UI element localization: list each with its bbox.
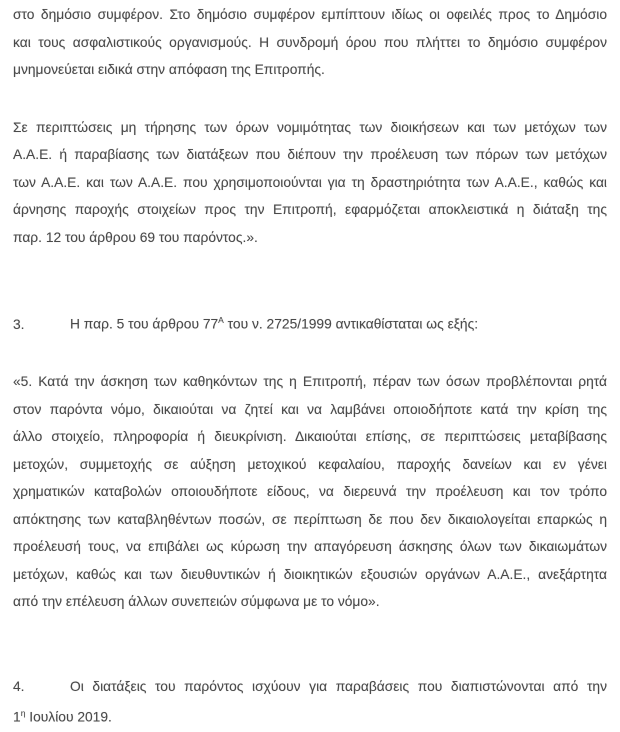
item-text: Η παρ. 5 του άρθρου 77 [70, 316, 219, 332]
paragraph-public-interest [13, 1, 607, 84]
item-text: Ιουλίου 2019. [25, 709, 112, 725]
numbered-item-4 [13, 673, 607, 732]
superscript-letter: Α [218, 315, 224, 325]
text-line: Α.Α.Ε. ή παραβίασης των διατάξεων που διέπουν την προέλευση των πόρων των μετόχων [13, 147, 607, 162]
item-number: 3. [13, 316, 25, 332]
item-number: 4. [13, 678, 25, 694]
superscript-letter: η [20, 708, 26, 718]
item-text: 1 [13, 709, 21, 725]
text-line [13, 700, 607, 731]
text-line: άρνησης παροχής στοιχείων προς την Επιτροπή, εφαρμόζεται αποκλειστικά η διάταξη της [13, 202, 607, 217]
text-line: άλλο στοιχείο, πληροφορία ή διευκρίνιση. Δικαιούται επίσης, σε περιπτώσεις μεταβίβασης [13, 429, 607, 444]
item-text: του ν. 2725/1999 αντικαθίσταται ως εξής: [223, 316, 479, 332]
text-line: μετόχων, καθώς και των διευθυντικών ή διοικητικών εξουσιών οργάνων Α.Α.Ε., ανεξάρτητα [13, 566, 607, 582]
text-line: μνημονεύεται ειδικά στην απόφαση της Επιτροπής. [13, 62, 325, 77]
text-line: παρ. 12 του άρθρου 69 του παρόντος.». [13, 229, 258, 245]
text-line: χρηματικών καταβολών οποιουδήποτε είδους, να διερευνά την προέλευση και τον τρόπο [13, 484, 607, 499]
item-text: Οι διατάξεις του παρόντος ισχύουν για παραβάσεις που διαπιστώνονται από την [70, 678, 607, 694]
paragraph-committee-powers [13, 368, 607, 616]
text-line: και τους ασφαλιστικούς οργανισμούς. Η συνδρομή όρου που πλήττει το δημόσιο συμφέρον [13, 34, 607, 50]
text-line: «5. Κατά την άσκηση των καθηκόντων της η Επιτροπή, πέραν των όσων προβλέπονται ρητά [13, 374, 607, 389]
text-line: από την επέλευση άλλων συνεπειών σύμφωνα με το νόμο». [13, 594, 380, 609]
paragraph-aae-violations [13, 114, 607, 252]
text-line: των Α.Α.Ε. και των Α.Α.Ε. που χρησιμοποιούνται για τη δραστηριότητα των Α.Α.Ε., καθώς και [13, 174, 607, 190]
text-line: απόκτησης των καταβληθέντων ποσών, σε περίπτωση δε που δεν δικαιολογείται επαρκώς η [13, 511, 607, 527]
numbered-item-3 [13, 307, 607, 338]
text-line: προέλευσή τους, να επιβάλει ως κύρωση την απαγόρευση άσκησης όλων των δικαιωμάτων [13, 539, 607, 554]
text-line: Σε περιπτώσεις μη τήρησης των όρων νομιμότητας των διοικήσεων και των μετόχων των [13, 119, 607, 135]
text-line: στο δημόσιο συμφέρον. Στο δημόσιο συμφέρον εμπίπτουν ιδίως οι οφειλές προς το Δημόσιο [13, 7, 607, 22]
text-line: μετοχών, συμμετοχής σε αύξηση μετοχικού κεφαλαίου, παροχής δανείων και εν γένει [13, 456, 607, 472]
numbered-line [13, 673, 607, 701]
text-line: στον παρόντα νόμο, δικαιούται να ζητεί και να λαμβάνει οποιοδήποτε κατά την κρίση της [13, 401, 607, 417]
numbered-line [13, 307, 607, 338]
